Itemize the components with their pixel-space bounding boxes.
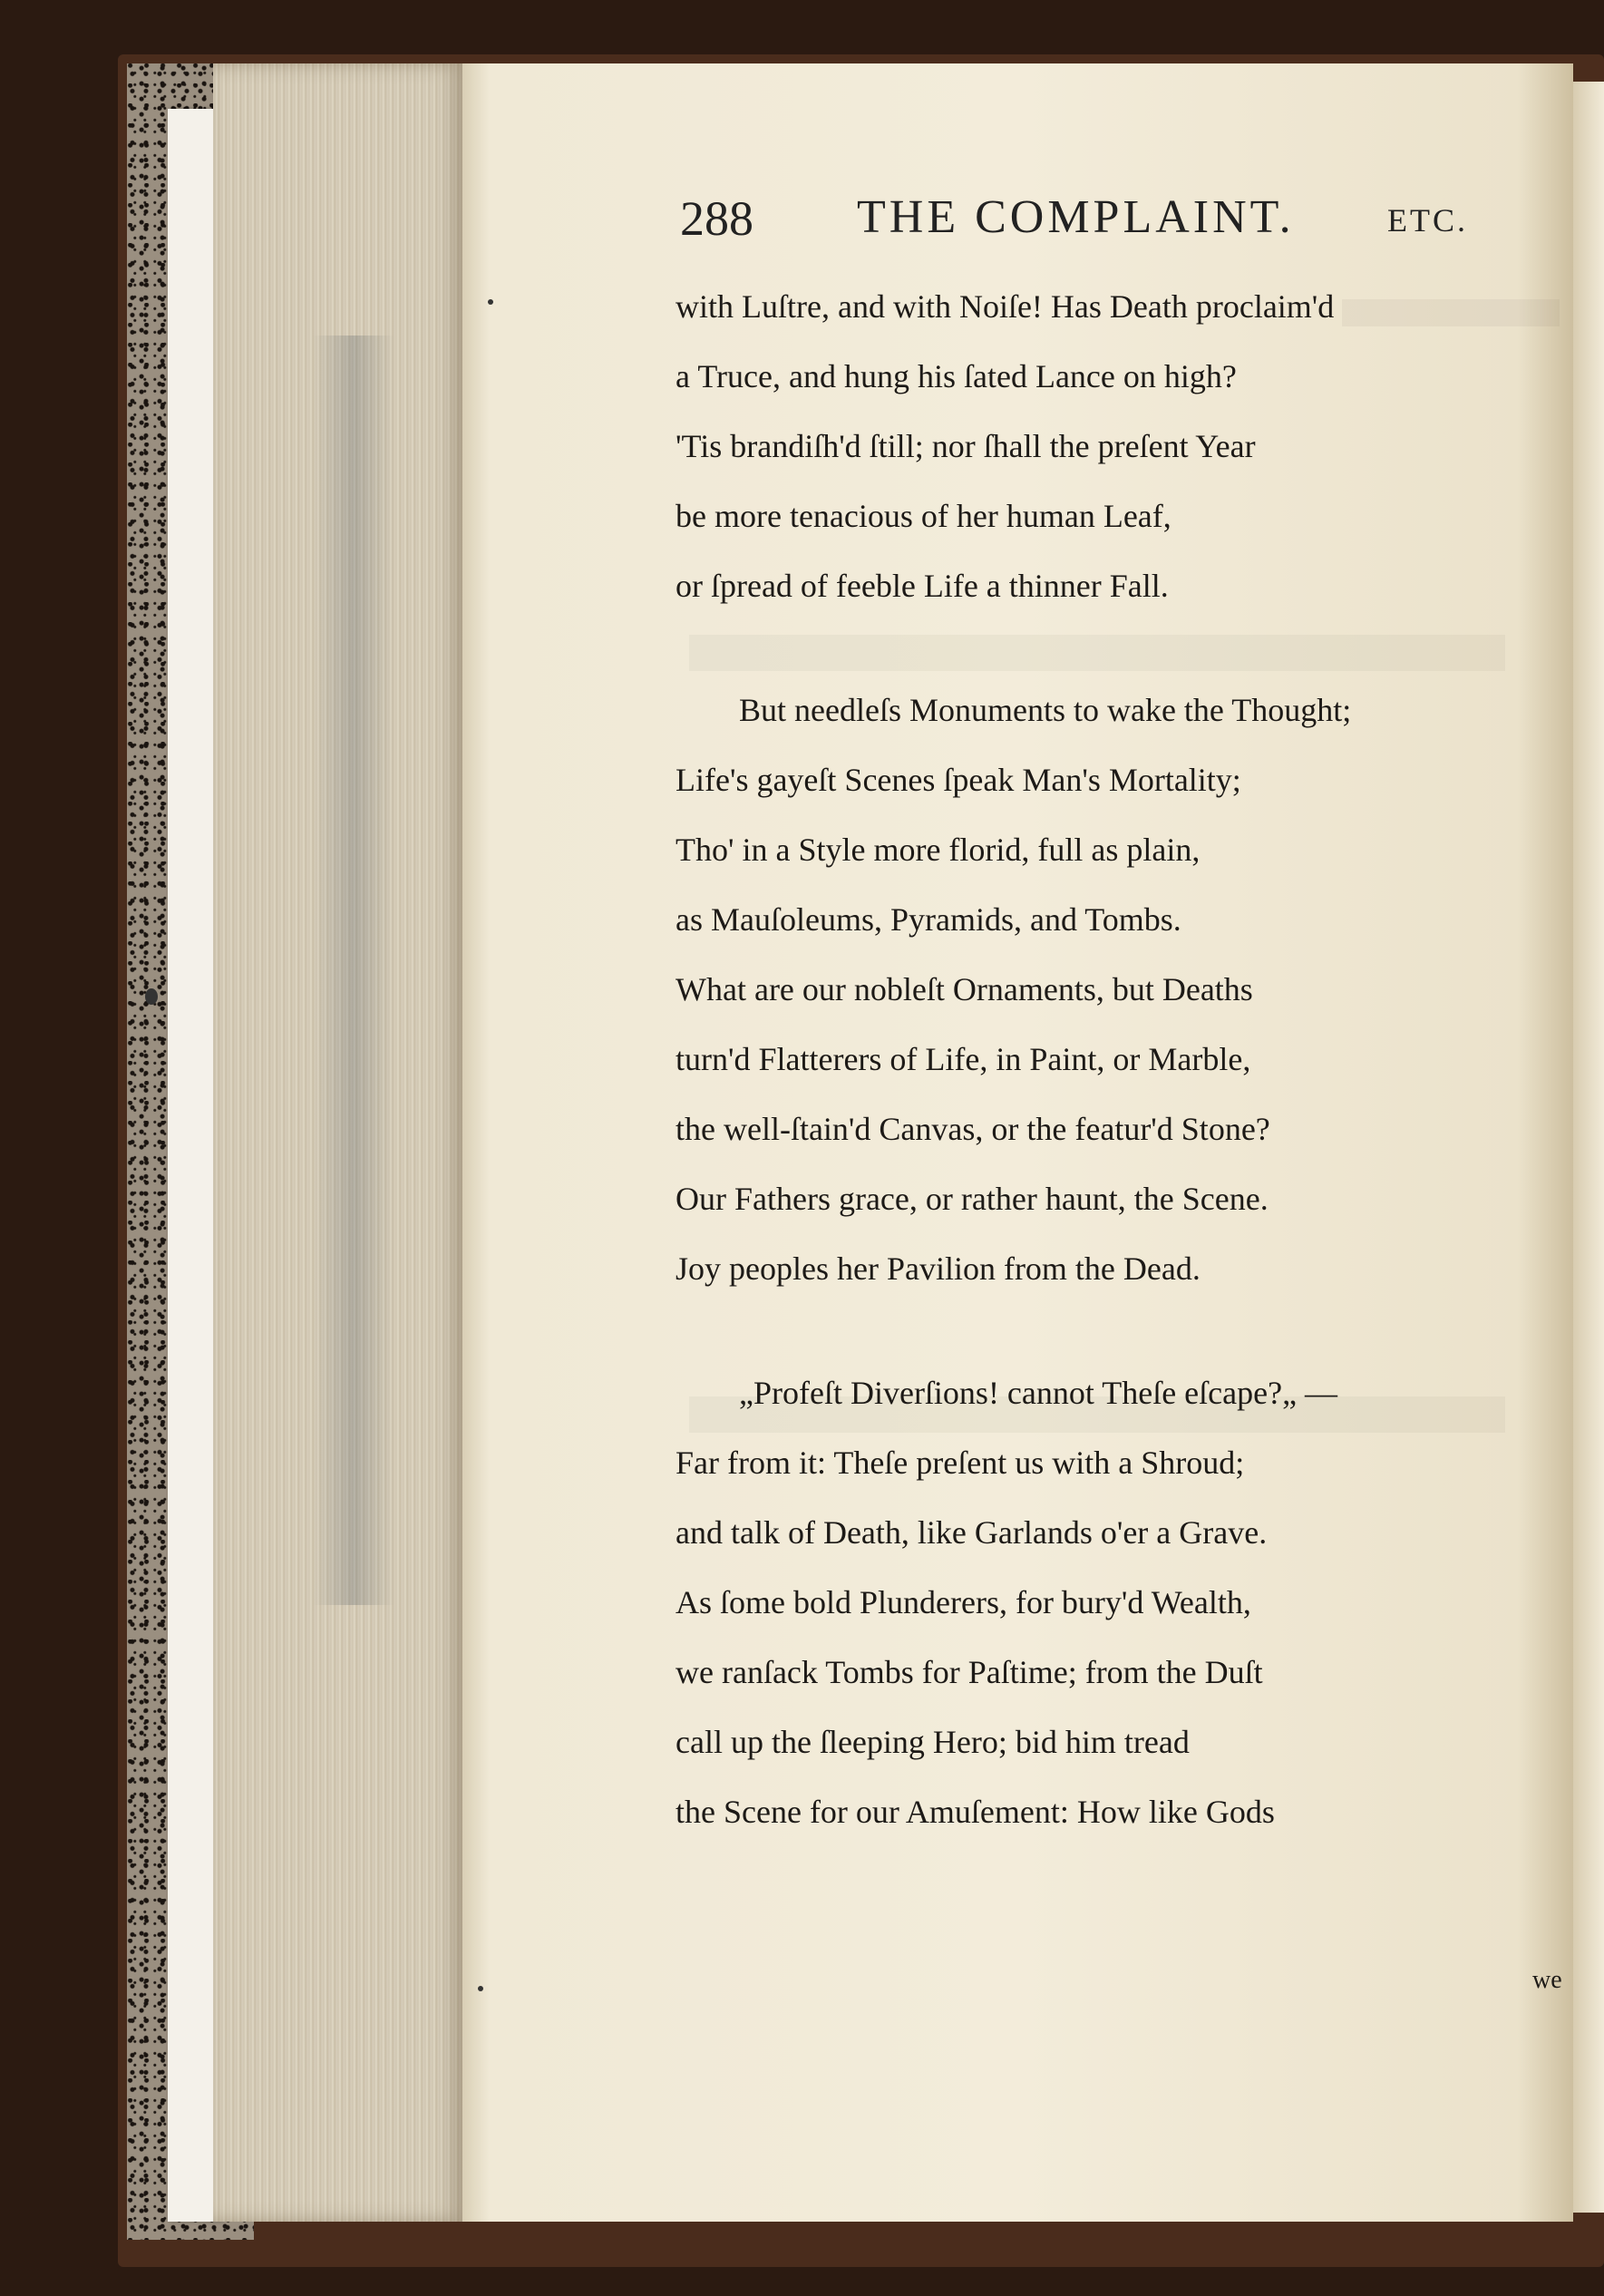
text-line: But needleſs Monuments to wake the Thought; — [739, 692, 1352, 728]
body-text — [676, 272, 1528, 1847]
text-line: or ſpread of feeble Life a thinner Fall. — [676, 568, 1169, 604]
catchword: we — [1532, 1966, 1562, 1994]
ink-speck — [145, 988, 158, 1005]
running-title: THE COMPLAINT. — [857, 191, 1295, 243]
text-line: Our Fathers grace, or rather haunt, the Scene. — [676, 1181, 1269, 1217]
text-line: the well-ſtain'd Canvas, or the featur'd Stone? — [676, 1111, 1270, 1147]
text-line: Life's gayeſt Scenes ſpeak Man's Mortality; — [676, 762, 1241, 798]
page-stack-edge — [213, 63, 462, 2222]
text-line: „Profeſt Diverſions! cannot Theſe eſcape?„ — — [739, 1375, 1338, 1411]
facing-page-edge — [1573, 82, 1604, 2213]
paragraph-gap — [676, 1304, 1528, 1358]
paragraph-gap — [676, 621, 1528, 676]
text-line: a Truce, and hung his ſated Lance on high? — [676, 358, 1237, 394]
text-line: and talk of Death, like Garlands o'er a Grave. — [676, 1514, 1268, 1551]
ink-speck — [478, 1986, 483, 1991]
text-line: be more tenacious of her human Leaf, — [676, 498, 1171, 534]
text-line: 'Tis brandiſh'd ſtill; nor ſhall the preſent Year — [676, 428, 1256, 464]
text-line: Joy peoples her Pavilion from the Dead. — [676, 1250, 1201, 1287]
running-title-etc: ETC. — [1387, 202, 1468, 238]
text-line: turn'd Flatterers of Life, in Paint, or Marble, — [676, 1041, 1251, 1077]
page-header — [680, 190, 1496, 254]
text-line: we ranſack Tombs for Paſtime; from the Duſt — [676, 1654, 1263, 1690]
text-line: as Mauſoleums, Pyramids, and Tombs. — [676, 901, 1181, 938]
text-line: As ſome bold Plunderers, for bury'd Wealth, — [676, 1584, 1251, 1620]
text-line: with Luſtre, and with Noiſe! Has Death proclaim'd — [676, 288, 1335, 325]
ink-speck — [488, 299, 493, 305]
text-line: Tho' in a Style more florid, full as plain, — [676, 832, 1201, 868]
page-number: 288 — [680, 191, 753, 246]
text-line: What are our nobleſt Ornaments, but Deaths — [676, 971, 1253, 1007]
text-line: call up the ſleeping Hero; bid him tread — [676, 1724, 1190, 1760]
text-line: Far from it: Theſe preſent us with a Shroud; — [676, 1445, 1245, 1481]
text-line: the Scene for our Amuſement: How like Gods — [676, 1794, 1275, 1830]
